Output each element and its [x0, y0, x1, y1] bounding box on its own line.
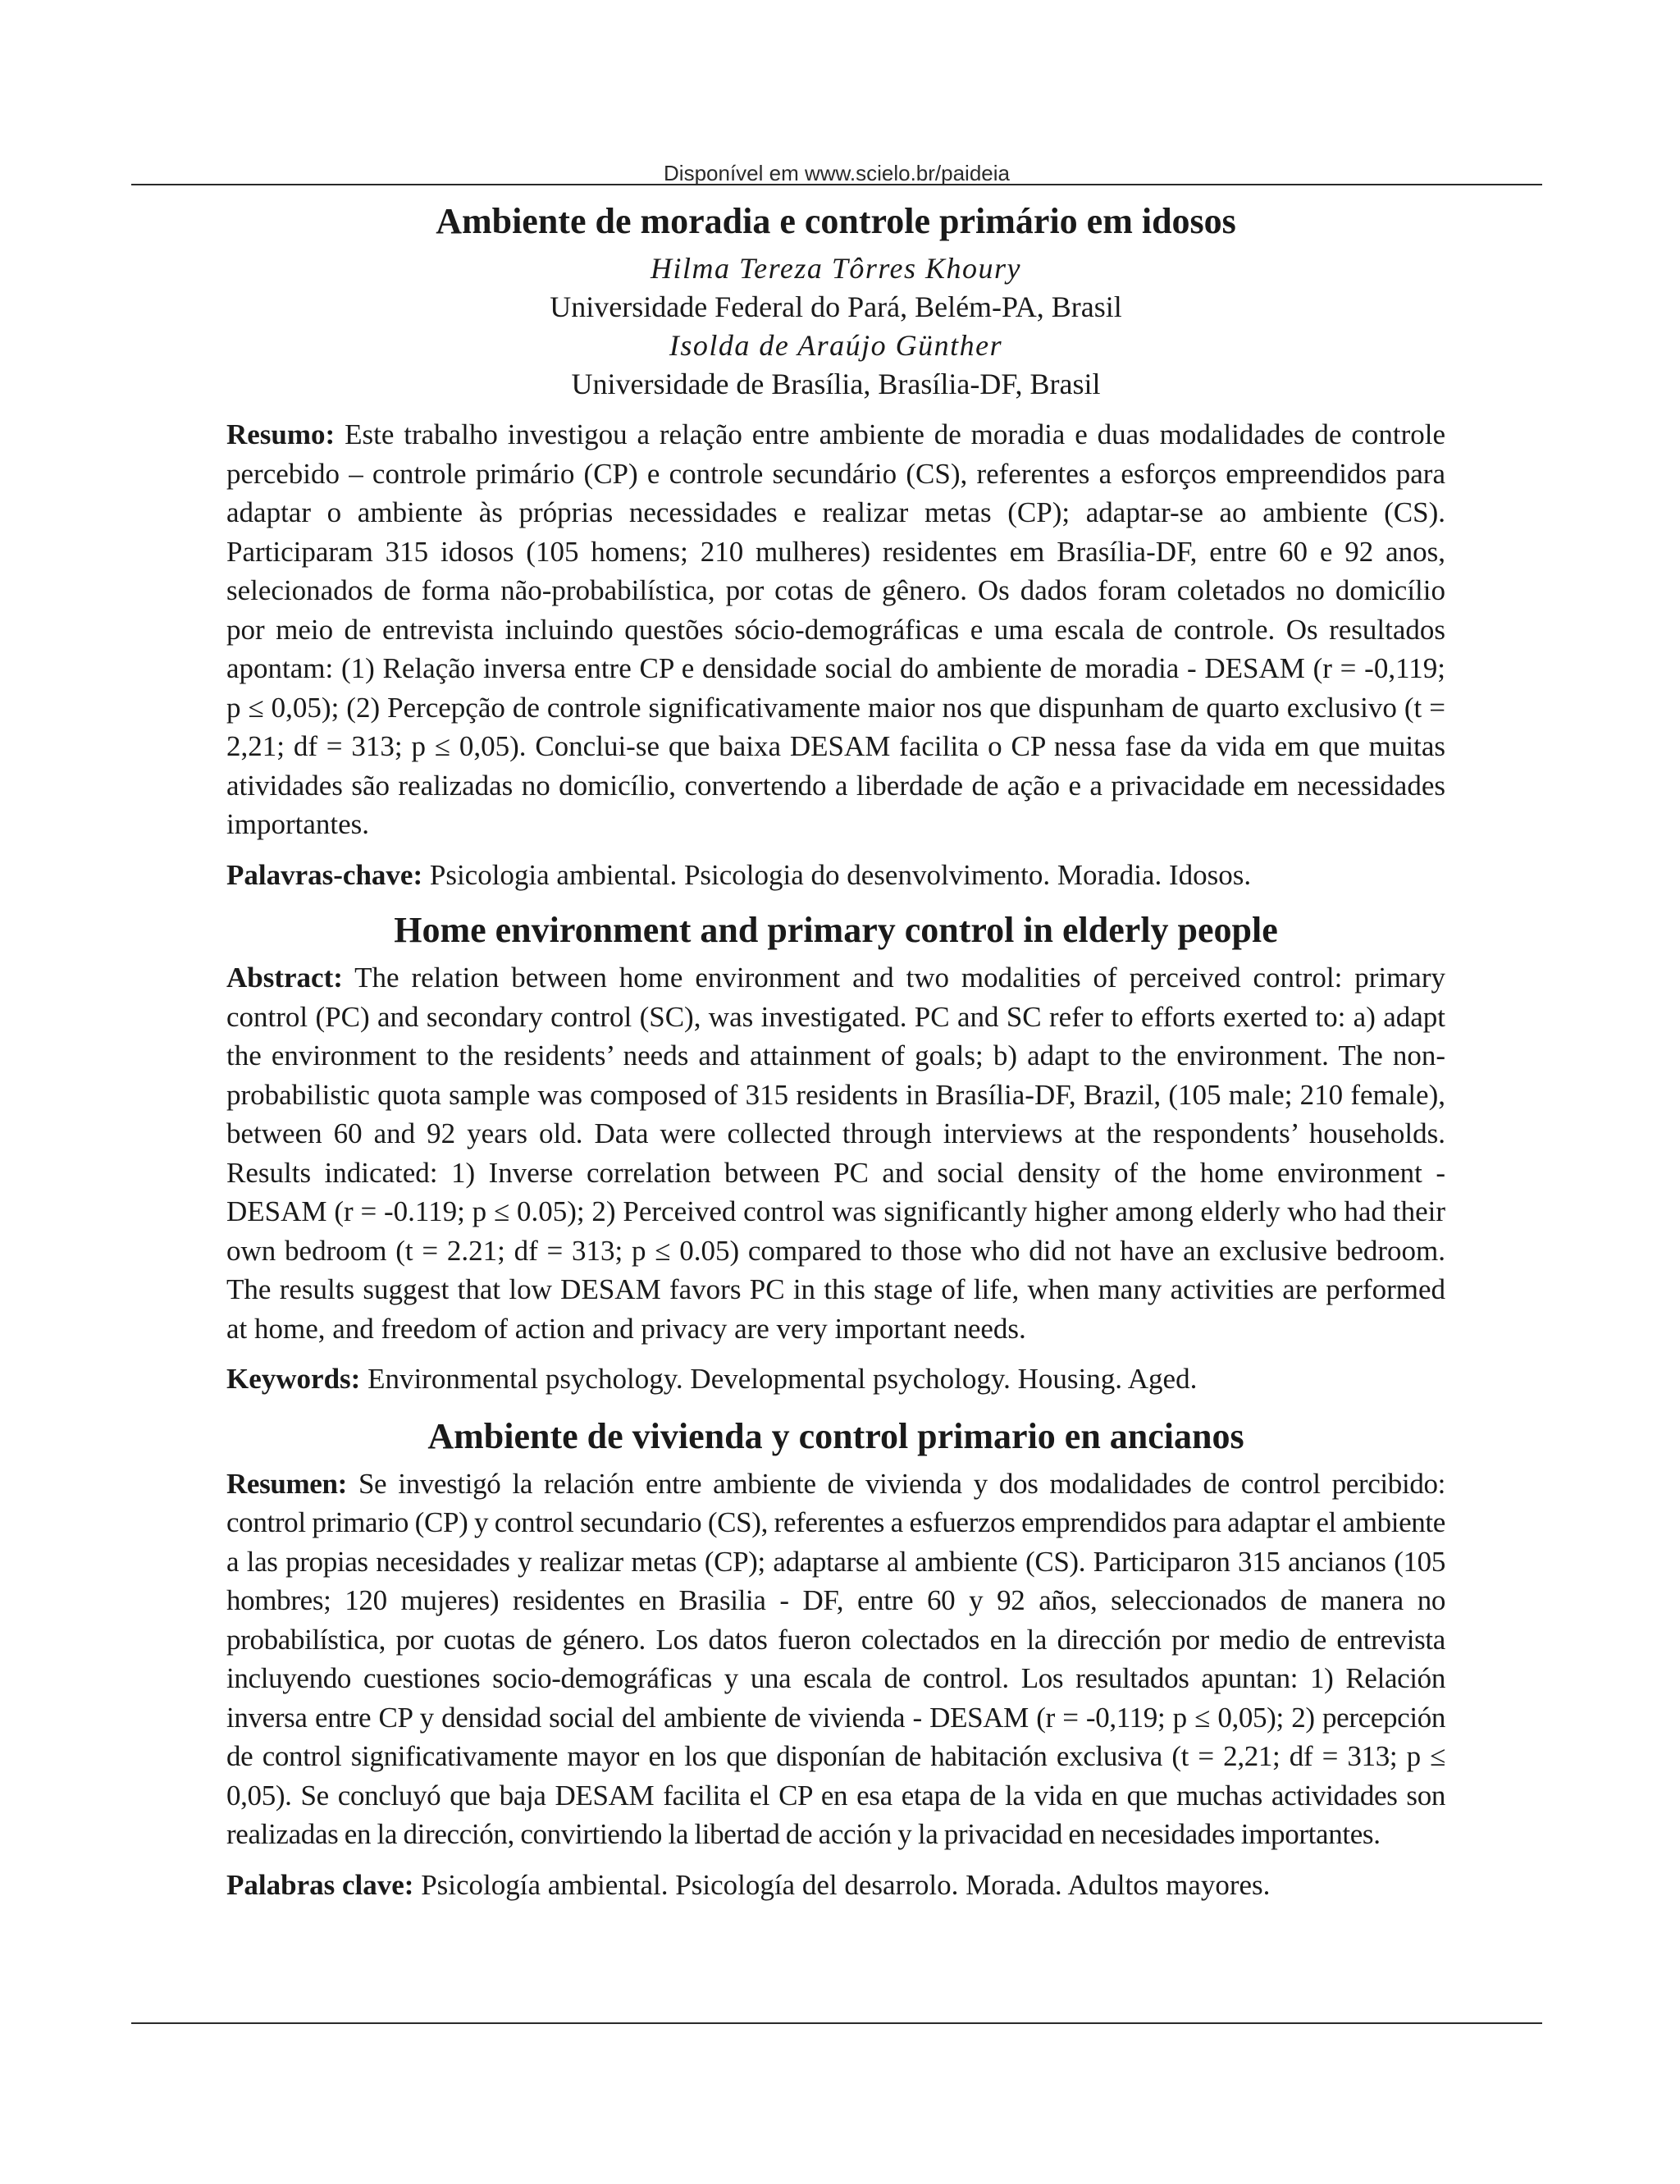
- keywords-text: Psicologia ambiental. Psicologia do desenvolvimento. Moradia. Idosos.: [429, 858, 1252, 891]
- abstract-text: Se investigó la relación entre ambiente de vivienda y dos modalidades de control percibido: control primario (CP) y control secundario (CS), referentes a esfuerzos emprendidos para adaptar el ambiente a las propias necesidades y realizar metas (CP); adaptarse al ambiente (CS). Participaron 315 ancianos (105 hombres; 120 mujeres) residentes en Brasilia - DF, entre 60 y 92 años, seleccionados de manera no probabilística, por cuotas de género. Los datos fueron colectados en la dirección por medio de entrevista incluyendo cuestiones socio-demográficas y una escala de control. Los resultados apuntan: 1) Relación inversa entre CP y densidad social del ambiente de vivienda - DESAM (r = -0,119; p ≤ 0,05); 2) percepción de control significativamente mayor en los que disponían de habitación exclusiva (t = 2,21; df = 313; p ≤ 0,05). Se concluyó que baja DESAM facilita el CP en esa etapa de la vida en que muchas actividades son realizadas en la dirección, convirtiendo la libertad de acción y la privacidad en necesidades importantes.: [226, 1467, 1445, 1850]
- spanish-section: [226, 1409, 1445, 1905]
- header-rule: [131, 184, 1542, 185]
- abstract-text: Este trabalho investigou a relação entre ambiente de moradia e duas modalidades de controle percebido – controle primário (CP) e controle secundário (CS), referentes a esforços empreendidos para adaptar o ambiente às próprias necessidades e realizar metas (CP); adaptar-se ao ambiente (CS). Participaram 315 idosos (105 homens; 210 mulheres) residentes em Brasília-DF, entre 60 e 92 anos, selecionados de forma não-probabilística, por cotas de gênero. Os dados foram coletados no domicílio por meio de entrevista incluindo questões sócio-demográficas e uma escala de controle. Os resultados apontam: (1) Relação inversa entre CP e densidade social do ambiente de moradia - DESAM (r = -0,119; p ≤ 0,05); (2) Percepção de controle significativamente maior nos que dispunham de quarto exclusivo (t = 2,21; df = 313; p ≤ 0,05). Conclui-se que baixa DESAM facilita o CP nessa fase da vida em que muitas atividades são realizadas no domicílio, convertendo a liberdade de ação e a privacidade em necessidades importantes.: [226, 418, 1445, 840]
- abstract-pt: [226, 415, 1445, 844]
- author-affiliation: Universidade Federal do Pará, Belém-PA, Brasil: [550, 290, 1122, 323]
- keywords-es: [226, 1866, 1445, 1905]
- keywords-pt: [226, 856, 1445, 895]
- article-title-en: Home environment and primary control in elderly people: [394, 910, 1278, 950]
- author-block: [226, 249, 1445, 404]
- keywords-label: Palabras clave:: [226, 1868, 414, 1901]
- abstract-label: Resumo:: [226, 418, 336, 450]
- keywords-label: Palavras-chave:: [226, 858, 423, 891]
- keywords-text: Environmental psychology. Developmental psychology. Housing. Aged.: [368, 1363, 1198, 1395]
- keywords-en: [226, 1359, 1445, 1399]
- article-title-pt: Ambiente de moradia e controle primário em idosos: [436, 201, 1236, 241]
- running-head: Disponível em www.scielo.br/paideia: [664, 161, 1010, 185]
- abstract-es: [226, 1464, 1445, 1854]
- abstract-en: [226, 958, 1445, 1348]
- footer-rule: [131, 2022, 1542, 2024]
- portuguese-section: [226, 194, 1445, 894]
- abstract-label: Resumen:: [226, 1467, 347, 1500]
- keywords-label: Keywords:: [226, 1363, 361, 1395]
- abstract-text: The relation between home environment and two modalities of perceived control: primary control (PC) and secondary control (SC), was investigated. PC and SC refer to efforts exerted to: a) adapt the environment to the residents’ needs and attainment of goals; b) adapt to the environment. The non-probabilistic quota sample was composed of 315 residents in Brasília-DF, Brazil, (105 male; 210 female), between 60 and 92 years old. Data were collected through interviews at the respondents’ households. Results indicated: 1) Inverse correlation between PC and social density of the home environment - DESAM (r = -0.119; p ≤ 0.05); 2) Perceived control was significantly higher among elderly who had their own bedroom (t = 2.21; df = 313; p ≤ 0.05) compared to those who did not have an exclusive bedroom. The results suggest that low DESAM favors PC in this stage of life, when many activities are performed at home, and freedom of action and privacy are very important needs.: [226, 962, 1445, 1345]
- english-section: [226, 902, 1445, 1399]
- keywords-text: Psicología ambiental. Psicología del desarrolo. Morada. Adultos mayores.: [421, 1868, 1271, 1901]
- article-front-matter: [226, 194, 1445, 1904]
- author-name: Hilma Tereza Tôrres Khoury: [650, 252, 1022, 285]
- author-name: Isolda de Araújo Günther: [669, 329, 1003, 362]
- abstract-label: Abstract:: [226, 962, 343, 994]
- article-title-es: Ambiente de vivienda y control primario en ancianos: [427, 1415, 1244, 1456]
- author-affiliation: Universidade de Brasília, Brasília-DF, Brasil: [571, 368, 1101, 400]
